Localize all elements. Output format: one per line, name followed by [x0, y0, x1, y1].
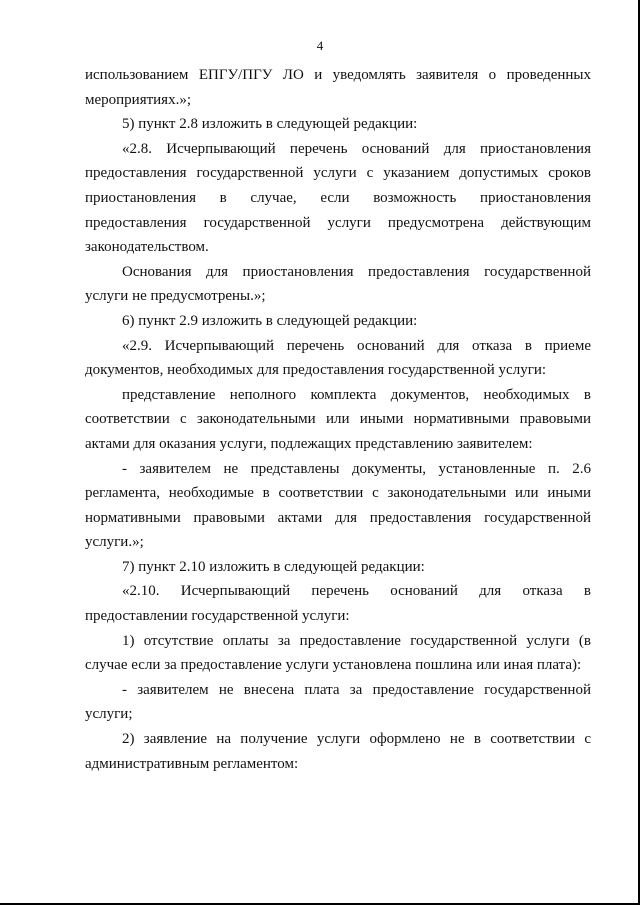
paragraph-13: 2) заявление на получение услуги оформлено не в соответствии с административным регламентом:: [85, 731, 591, 772]
page-number: 4: [316, 38, 324, 53]
paragraph-5: 6) пункт 2.9 изложить в следующей редакции:: [122, 312, 418, 329]
paragraph-3: «2.8. Исчерпывающий перечень оснований для приостановления предоставления государственной услуги с указанием допустимых сроков приостановления в случае, если возможность приостановления предоставления государственной услуги предусмотрена действующим законодательством.: [85, 140, 591, 256]
paragraph-11: 1) отсутствие оплаты за предоставление государственной услуги (в случае если за предоставление услуги установлена пошлина или иная плата):: [85, 632, 591, 674]
paragraph-1: использованием ЕПГУ/ПГУ ЛО и уведомлять заявителя о проведенных мероприятиях.»;: [85, 67, 591, 108]
paragraph-7: представление неполного комплекта документов, необходимых в соответствии с законодательными или иными нормативными правовыми актами для оказания услуги, подлежащих представлению заявителем:: [85, 386, 591, 452]
paragraph-2: 5) пункт 2.8 изложить в следующей редакции:: [122, 116, 418, 133]
paragraph-4: Основания для приостановления предоставления государственной услуги не предусмотрены.»;: [85, 263, 591, 305]
paragraph-10: «2.10. Исчерпывающий перечень оснований для отказа в предоставлении государственной услуги:: [85, 583, 591, 625]
paragraph-12: - заявителем не внесена плата за предоставление государственной услуги;: [85, 681, 591, 723]
document-body: [85, 63, 591, 776]
paragraph-8: - заявителем не представлены документы, установленные п. 2.6 регламента, необходимые в соответствии с законодательными или иными нормативными правовыми актами для предоставления государственной услуги.»;: [85, 460, 591, 551]
paragraph-9: 7) пункт 2.10 изложить в следующей редакции:: [122, 558, 425, 575]
paragraph-6: «2.9. Исчерпывающий перечень оснований для отказа в приеме документов, необходимых для предоставления государственной услуги:: [85, 337, 591, 379]
